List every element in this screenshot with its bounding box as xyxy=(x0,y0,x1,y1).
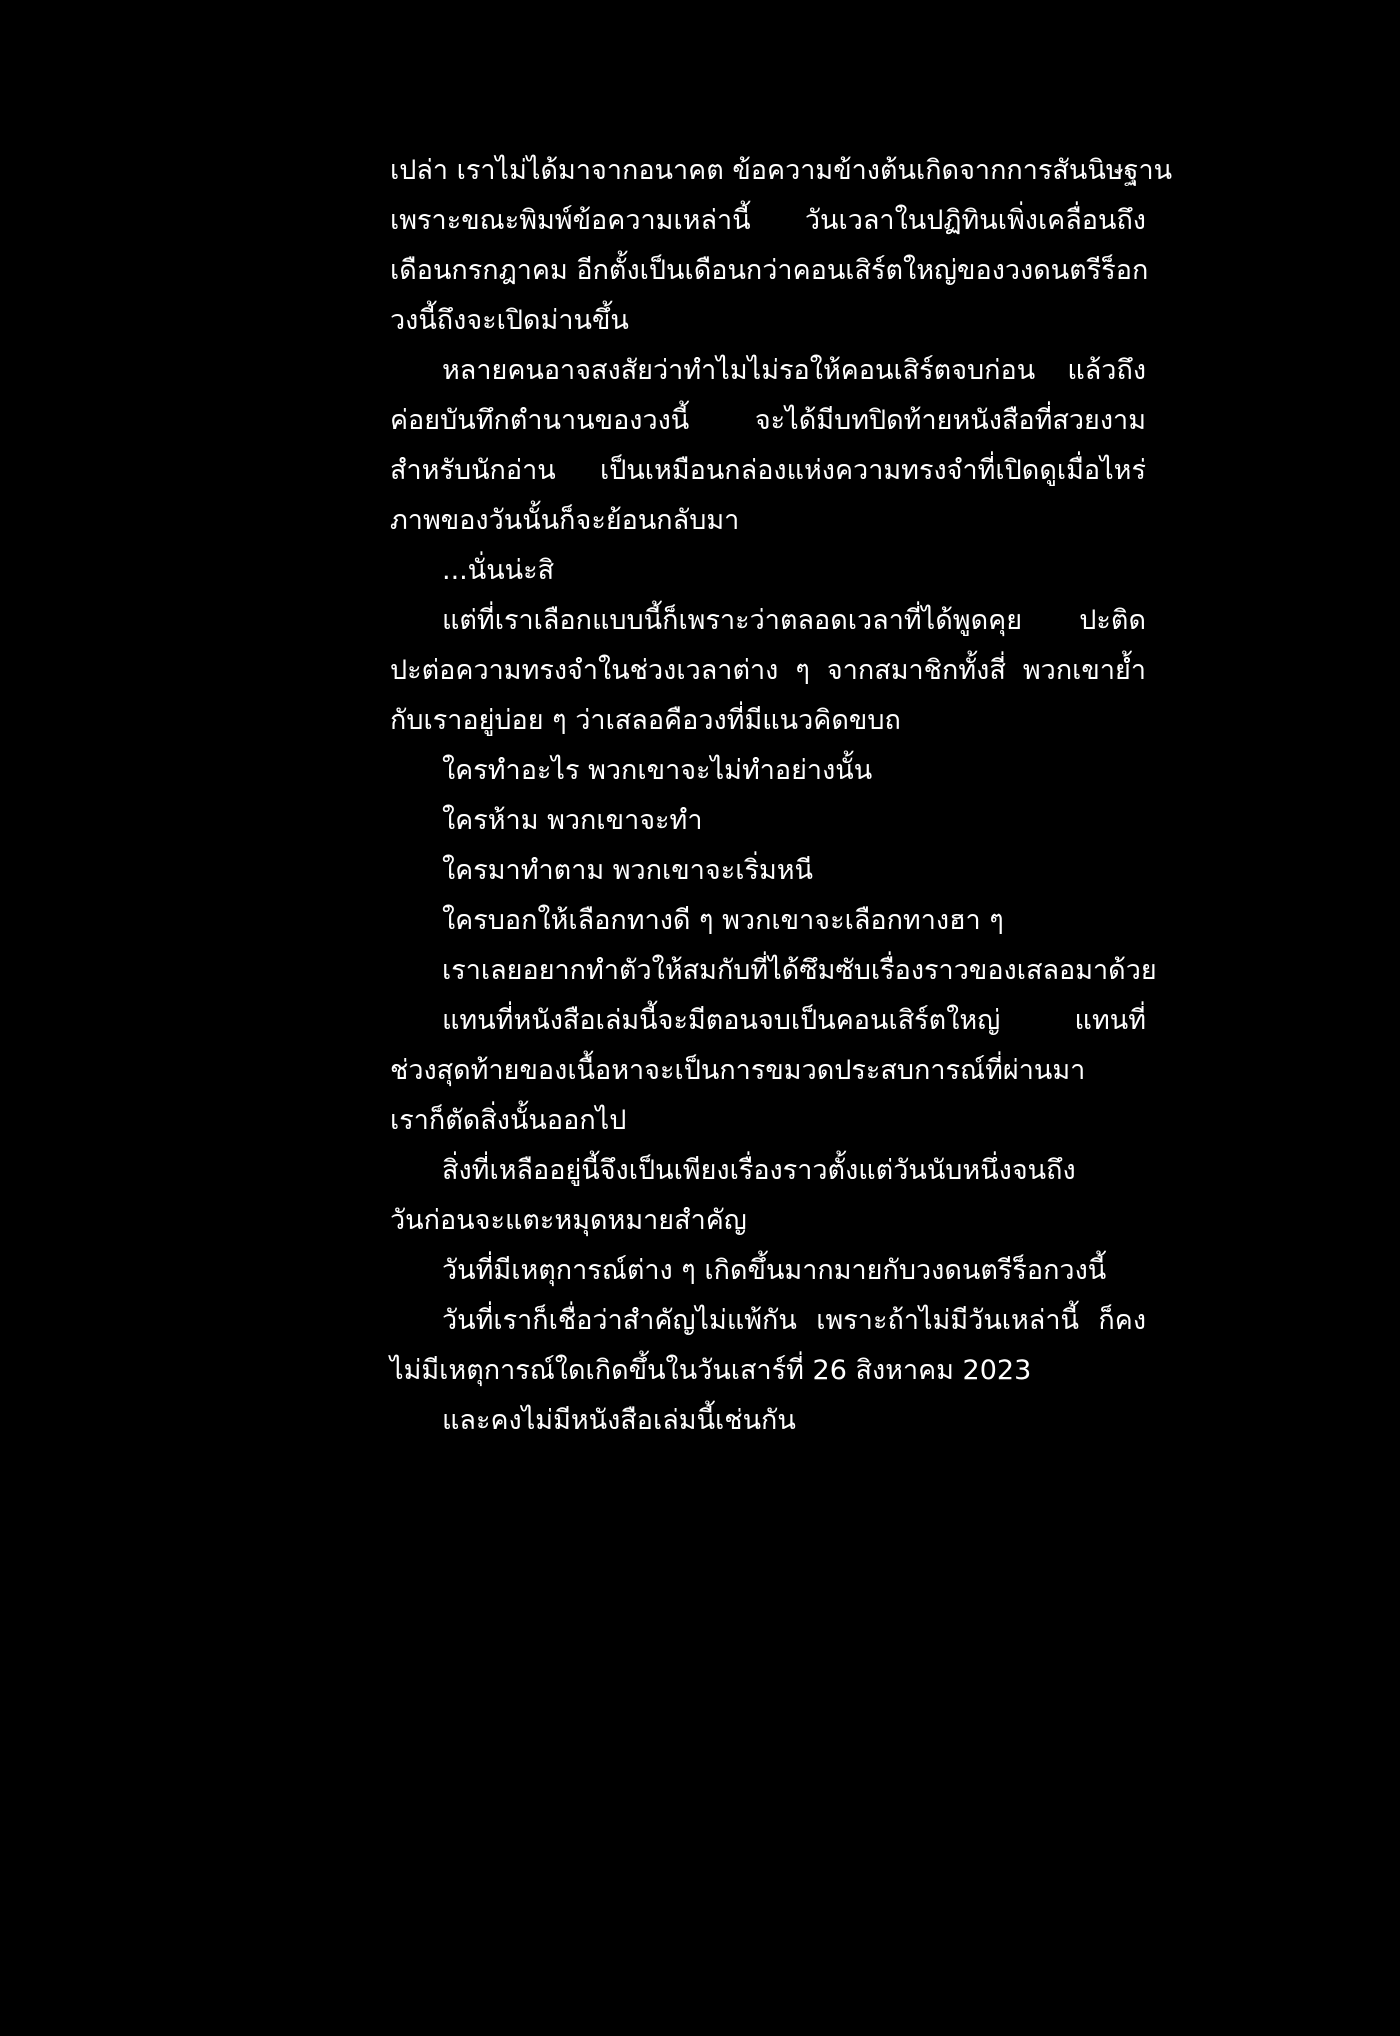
text-line: ใครห้าม พวกเขาจะทำ xyxy=(442,805,703,836)
text-line: ...นั่นน่ะสิ xyxy=(442,555,555,586)
text-line: สิ่งที่เหลืออยู่นี้จึงเป็นเพียงเรื่องราวตั้งแต่วันนับหนึ่งจนถึง xyxy=(442,1155,1076,1186)
text-line: ใครบอกให้เลือกทางดี ๆ พวกเขาจะเลือกทางฮา ๆ xyxy=(442,905,1004,936)
text-line: เราเลยอยากทำตัวให้สมกับที่ได้ซึมซับเรื่องราวของเสลอมาด้วย xyxy=(442,955,1157,986)
text-line: วันก่อนจะแตะหมุดหมายสำคัญ xyxy=(390,1205,747,1236)
text-line: สำหรับนักอ่าน เป็นเหมือนกล่องแห่งความทรงจำที่เปิดดูเมื่อไหร่ xyxy=(390,455,1146,486)
text-line: ปะต่อความทรงจำในช่วงเวลาต่าง ๆ จากสมาชิกทั้งสี่ พวกเขาย้ำ xyxy=(390,655,1146,686)
text-line: ค่อยบันทึกตำนานของวงนี้ จะได้มีบทปิดท้ายหนังสือที่สวยงาม xyxy=(390,405,1146,436)
text-line: เพราะขณะพิมพ์ข้อความเหล่านี้ วันเวลาในปฏิทินเพิ่งเคลื่อนถึง xyxy=(390,205,1146,236)
text-line: เปล่า เราไม่ได้มาจากอนาคต ข้อความข้างต้นเกิดจากการสันนิษฐาน xyxy=(390,155,1173,186)
text-line: ช่วงสุดท้ายของเนื้อหาจะเป็นการขมวดประสบการณ์ที่ผ่านมา xyxy=(390,1055,1086,1086)
text-line: วันที่เราก็เชื่อว่าสำคัญไม่แพ้กัน เพราะถ้าไม่มีวันเหล่านี้ ก็คง xyxy=(442,1305,1146,1336)
text-line: แทนที่หนังสือเล่มนี้จะมีตอนจบเป็นคอนเสิร์ตใหญ่ แทนที่ xyxy=(442,1005,1146,1036)
text-line: วงนี้ถึงจะเปิดม่านขึ้น xyxy=(390,305,629,336)
text-line: เราก็ตัดสิ่งนั้นออกไป xyxy=(390,1105,627,1136)
text-line: กับเราอยู่บ่อย ๆ ว่าเสลอคือวงที่มีแนวคิดขบถ xyxy=(390,705,901,736)
body-text xyxy=(390,146,1173,1446)
text-line: ภาพของวันนั้นก็จะย้อนกลับมา xyxy=(390,505,740,536)
text-line: ไม่มีเหตุการณ์ใดเกิดขึ้นในวันเสาร์ที่ 26 สิงหาคม 2023 xyxy=(390,1355,1032,1386)
text-line: หลายคนอาจสงสัยว่าทำไมไม่รอให้คอนเสิร์ตจบก่อน แล้วถึง xyxy=(442,355,1146,386)
text-line: แต่ที่เราเลือกแบบนี้ก็เพราะว่าตลอดเวลาที่ได้พูดคุย ปะติด xyxy=(442,605,1146,636)
text-line: เดือนกรกฎาคม อีกตั้งเป็นเดือนกว่าคอนเสิร์ตใหญ่ของวงดนตรีร็อก xyxy=(390,255,1149,286)
text-line: วันที่มีเหตุการณ์ต่าง ๆ เกิดขึ้นมากมายกับวงดนตรีร็อกวงนี้ xyxy=(442,1255,1107,1286)
text-line: ใครมาทำตาม พวกเขาจะเริ่มหนี xyxy=(442,855,813,886)
text-line: และคงไม่มีหนังสือเล่มนี้เช่นกัน xyxy=(442,1405,796,1436)
text-line: ใครทำอะไร พวกเขาจะไม่ทำอย่างนั้น xyxy=(442,755,873,786)
